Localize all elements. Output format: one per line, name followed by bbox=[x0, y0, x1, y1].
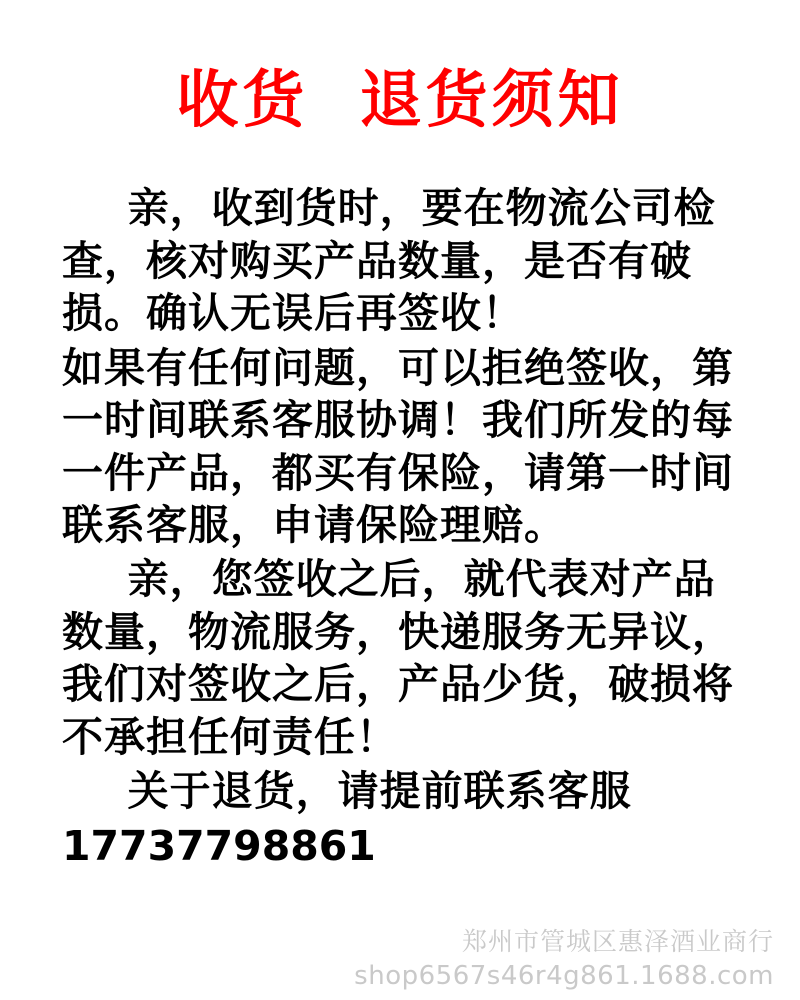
notice-paragraph-3: 亲，您签收之后，就代表对产品数量，物流服务，快递服务无异议，我们对签收之后，产品少货，破损将不承担任何责任！ bbox=[62, 555, 734, 761]
watermark bbox=[0, 925, 800, 994]
notice-paragraph-1: 亲，收到货时，要在物流公司检查，核对购买产品数量，是否有破损。确认无误后再签收！ bbox=[62, 184, 716, 338]
page-title: 收货 退货须知 bbox=[176, 63, 624, 136]
watermark-url: shop6567s46r4g861.1688.com bbox=[354, 960, 774, 991]
customer-service-phone: 17737798861 bbox=[62, 821, 376, 870]
notice-paragraph-2: 如果有任何问题，可以拒绝签收，第一时间联系客服协调！我们所发的每一件产品，都买有保险，请第一时间联系客服，申请保险理赔。 bbox=[62, 343, 734, 549]
notice-paragraph-4: 关于退货，请提前联系客服 bbox=[127, 767, 632, 816]
notice-body bbox=[0, 182, 800, 873]
watermark-shop-name: 郑州市管城区惠泽酒业商行 bbox=[461, 927, 774, 957]
